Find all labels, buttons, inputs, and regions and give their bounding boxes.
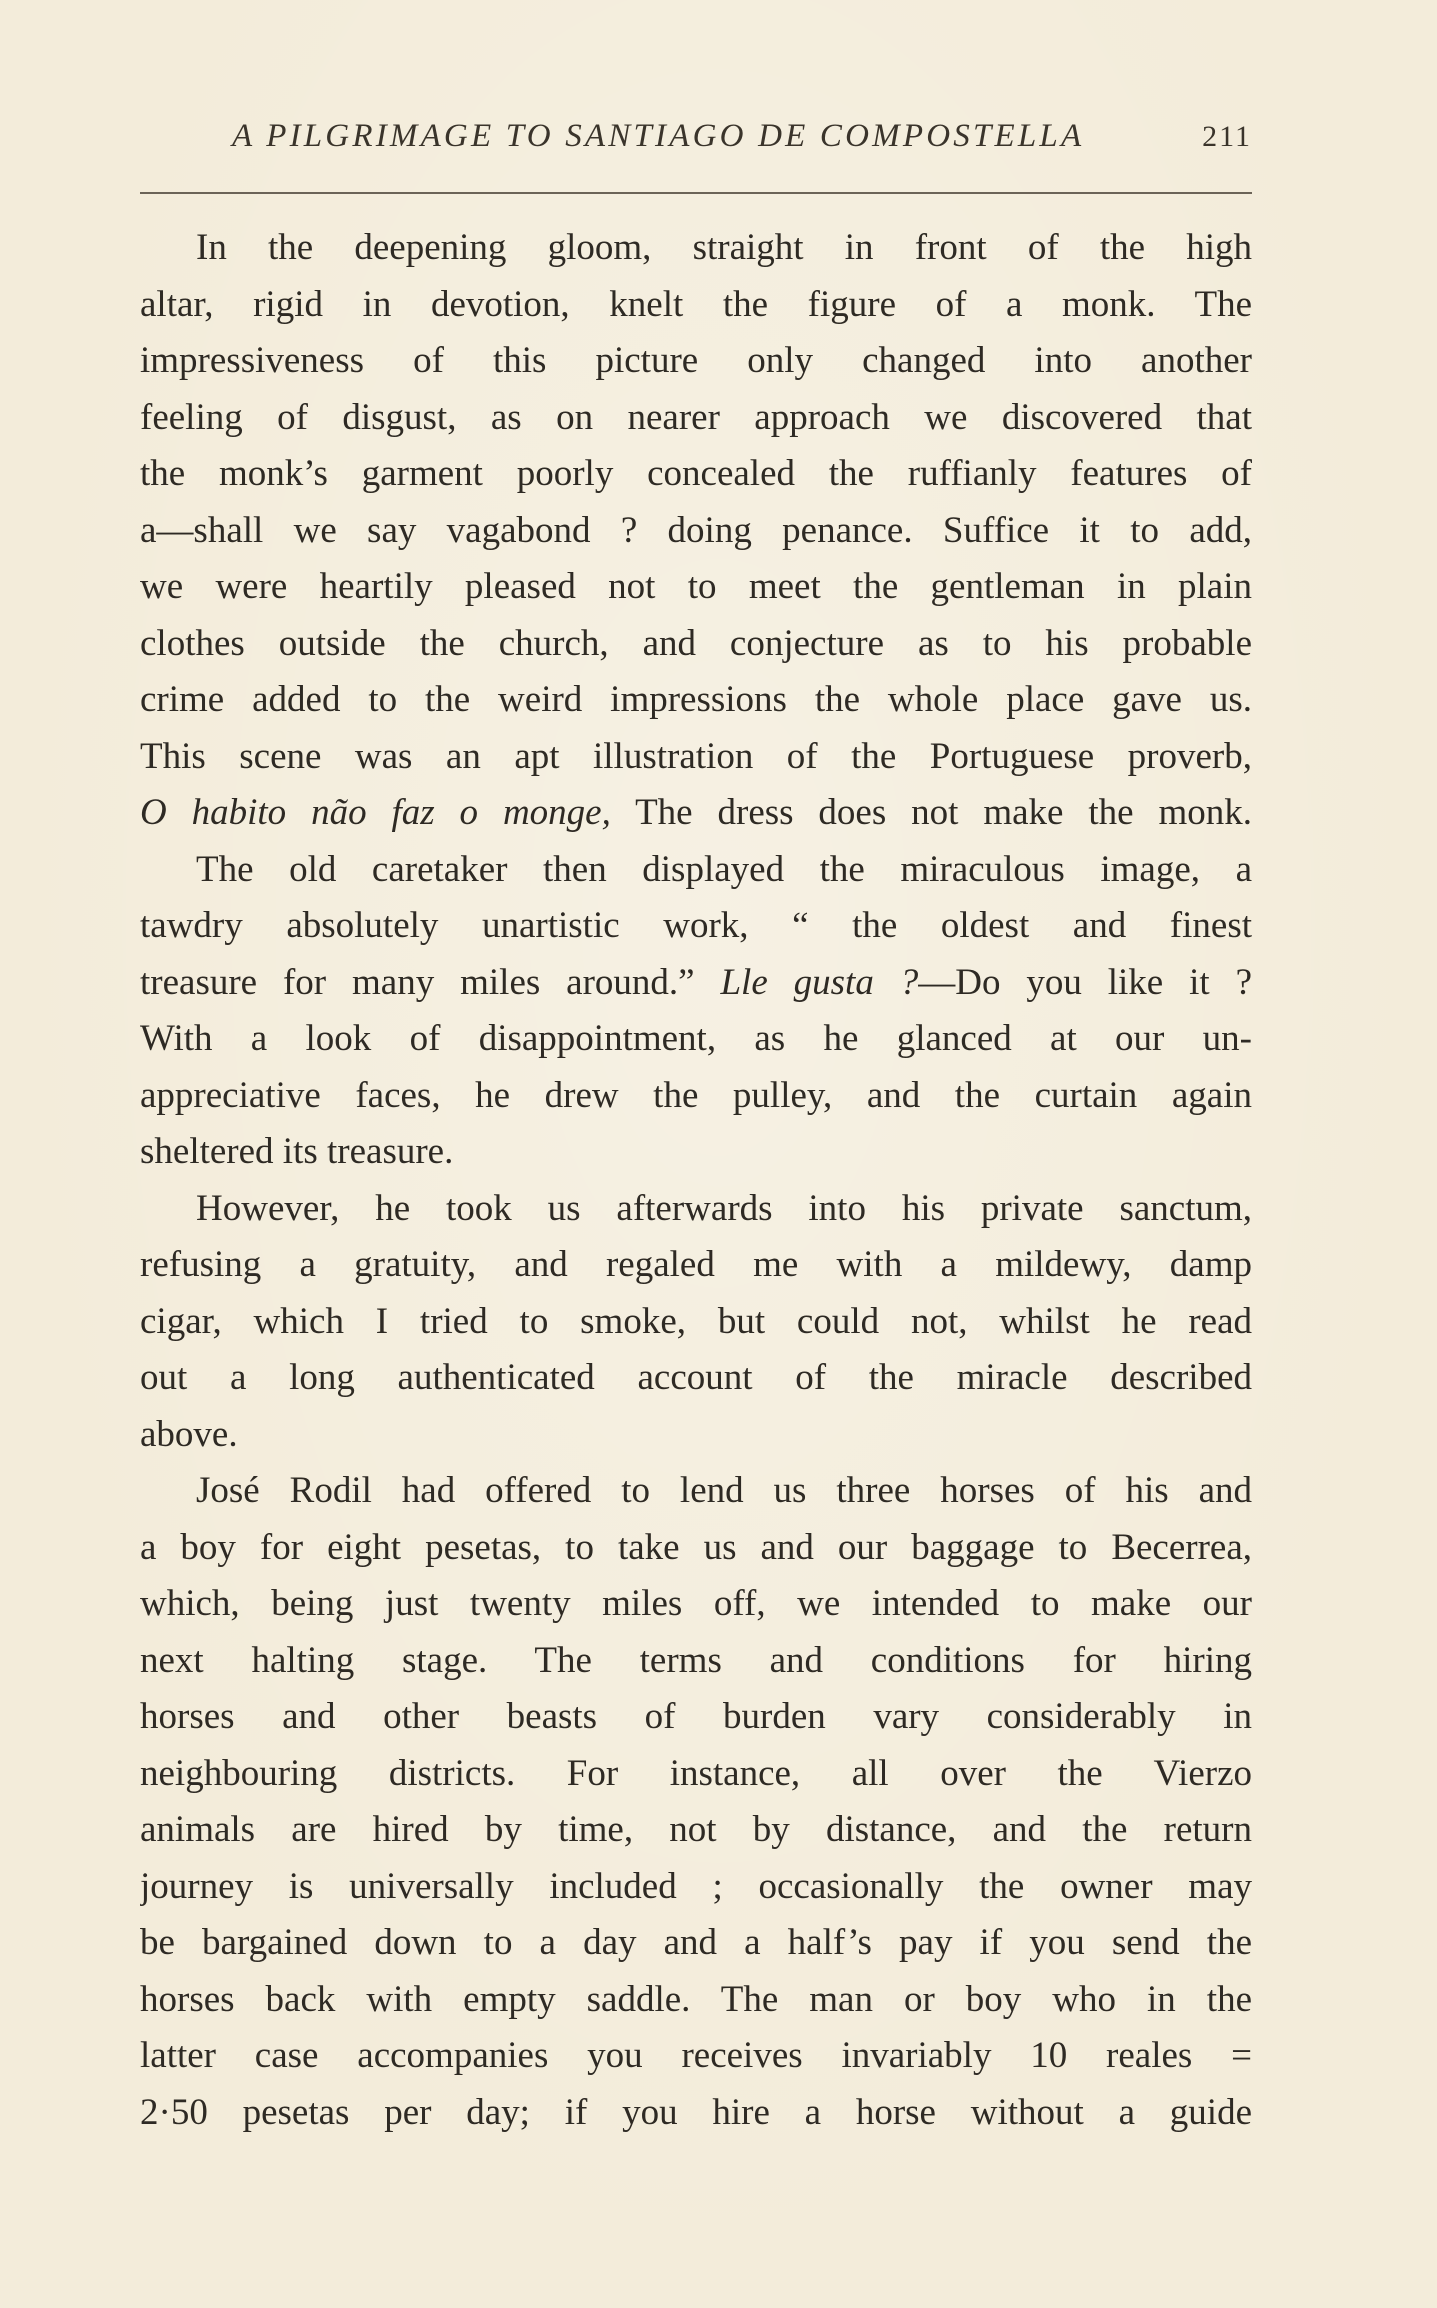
- text-line: [140, 2028, 1252, 2085]
- text-line: [140, 559, 1252, 616]
- line-text: This scene was an apt illustration of the Portuguese proverb,: [140, 735, 1252, 777]
- line-text: tawdry absolutely unartistic work, “ the oldest and finest: [140, 905, 1252, 946]
- line-text: which, being just twenty miles off, we intended to make our: [140, 1583, 1252, 1624]
- line-text: horses back with empty saddle. The man or boy who in the: [140, 1978, 1252, 2020]
- text-line: [140, 1520, 1252, 1577]
- text-line: [140, 390, 1252, 447]
- line-text: appreciative faces, he drew the pulley, and the curtain again: [140, 1074, 1252, 1116]
- line-text: the monk’s garment poorly concealed the ruffianly features of: [140, 453, 1252, 494]
- text-line: [140, 1859, 1252, 1916]
- line-text: neighbouring districts. For instance, all over the Vierzo: [140, 1752, 1252, 1794]
- text-line: [140, 333, 1252, 390]
- text-line: [140, 1068, 1252, 1125]
- text-line: [140, 1576, 1252, 1633]
- text-line: [140, 785, 1252, 842]
- line-text: The dress does not make the monk.: [610, 792, 1252, 833]
- text-line: [140, 277, 1252, 334]
- text-line: [140, 220, 1252, 277]
- text-line: [140, 898, 1252, 955]
- line-text: we were heartily pleased not to meet the gentleman in plain: [140, 566, 1252, 607]
- line-text: animals are hired by time, not by distance, and the return: [140, 1809, 1252, 1850]
- text-line: [140, 842, 1252, 899]
- line-text: above.: [140, 1413, 238, 1455]
- text-line: [140, 616, 1252, 673]
- text-line: [140, 2085, 1252, 2142]
- line-text: In the deepening gloom, straight in front of the high: [196, 227, 1252, 268]
- italic-phrase: Lle gusta ?: [720, 961, 919, 1003]
- line-text: However, he took us afterwards into his private sanctum,: [196, 1187, 1252, 1229]
- line-text: sheltered its treasure.: [140, 1131, 454, 1172]
- text-line: [140, 1915, 1252, 1972]
- body-text: [140, 220, 1252, 2141]
- line-text: cigar, which I tried to smoke, but could not, whilst he read: [140, 1300, 1252, 1342]
- line-text: journey is universally included ; occasionally the owner may: [140, 1865, 1252, 1907]
- text-line: [140, 1972, 1252, 2029]
- line-text: feeling of disgust, as on nearer approach we discovered that: [140, 396, 1252, 438]
- line-text: a—shall we say vagabond ? doing penance. Suffice it to add,: [140, 509, 1252, 551]
- text-line: [140, 1181, 1252, 1238]
- line-text: clothes outside the church, and conjecture as to his probable: [140, 622, 1252, 664]
- text-line: [140, 1802, 1252, 1859]
- line-text: 2·50 pesetas per day; if you hire a horse without a guide: [140, 2091, 1252, 2133]
- text-line: [140, 1463, 1252, 1520]
- line-text: With a look of disappointment, as he glanced at our un-: [140, 1018, 1252, 1059]
- text-line: [140, 1746, 1252, 1803]
- text-line: [140, 729, 1252, 786]
- text-line: [140, 1689, 1252, 1746]
- page-number: 211: [1202, 120, 1252, 153]
- line-text: next halting stage. The terms and conditions for hiring: [140, 1639, 1252, 1681]
- text-line: [140, 1407, 1252, 1464]
- line-text: horses and other beasts of burden vary considerably in: [140, 1696, 1252, 1737]
- line-text: a boy for eight pesetas, to take us and our baggage to Becerrea,: [140, 1526, 1252, 1568]
- text-line: [140, 503, 1252, 560]
- text-line: [140, 1124, 1252, 1181]
- line-text: José Rodil had offered to lend us three horses of his and: [196, 1470, 1252, 1511]
- running-head: [140, 118, 1252, 168]
- text-line: [140, 1237, 1252, 1294]
- line-text: The old caretaker then displayed the miraculous image, a: [196, 848, 1252, 890]
- line-text: crime added to the weird impressions the whole place gave us.: [140, 679, 1252, 720]
- running-title: A PILGRIMAGE TO SANTIAGO DE COMPOSTELLA: [232, 118, 1085, 154]
- line-text: refusing a gratuity, and regaled me with a mildewy, damp: [140, 1244, 1252, 1285]
- line-text: impressiveness of this picture only changed into another: [140, 340, 1252, 381]
- text-line: [140, 1350, 1252, 1407]
- line-text: latter case accompanies you receives invariably 10 reales =: [140, 2035, 1252, 2076]
- header-rule: [140, 192, 1252, 194]
- text-line: [140, 1294, 1252, 1351]
- line-text: altar, rigid in devotion, knelt the figure of a monk. The: [140, 283, 1252, 325]
- line-text: be bargained down to a day and a half’s pay if you send the: [140, 1922, 1252, 1963]
- italic-phrase: O habito não faz o monge,: [140, 792, 611, 833]
- line-text: out a long authenticated account of the miracle described: [140, 1357, 1252, 1398]
- line-text: treasure for many miles around.”: [140, 961, 721, 1003]
- text-line: [140, 1011, 1252, 1068]
- text-line: [140, 955, 1252, 1012]
- text-line: [140, 446, 1252, 503]
- text-line: [140, 1633, 1252, 1690]
- line-text-after: —Do you like it ?: [918, 961, 1252, 1003]
- text-line: [140, 672, 1252, 729]
